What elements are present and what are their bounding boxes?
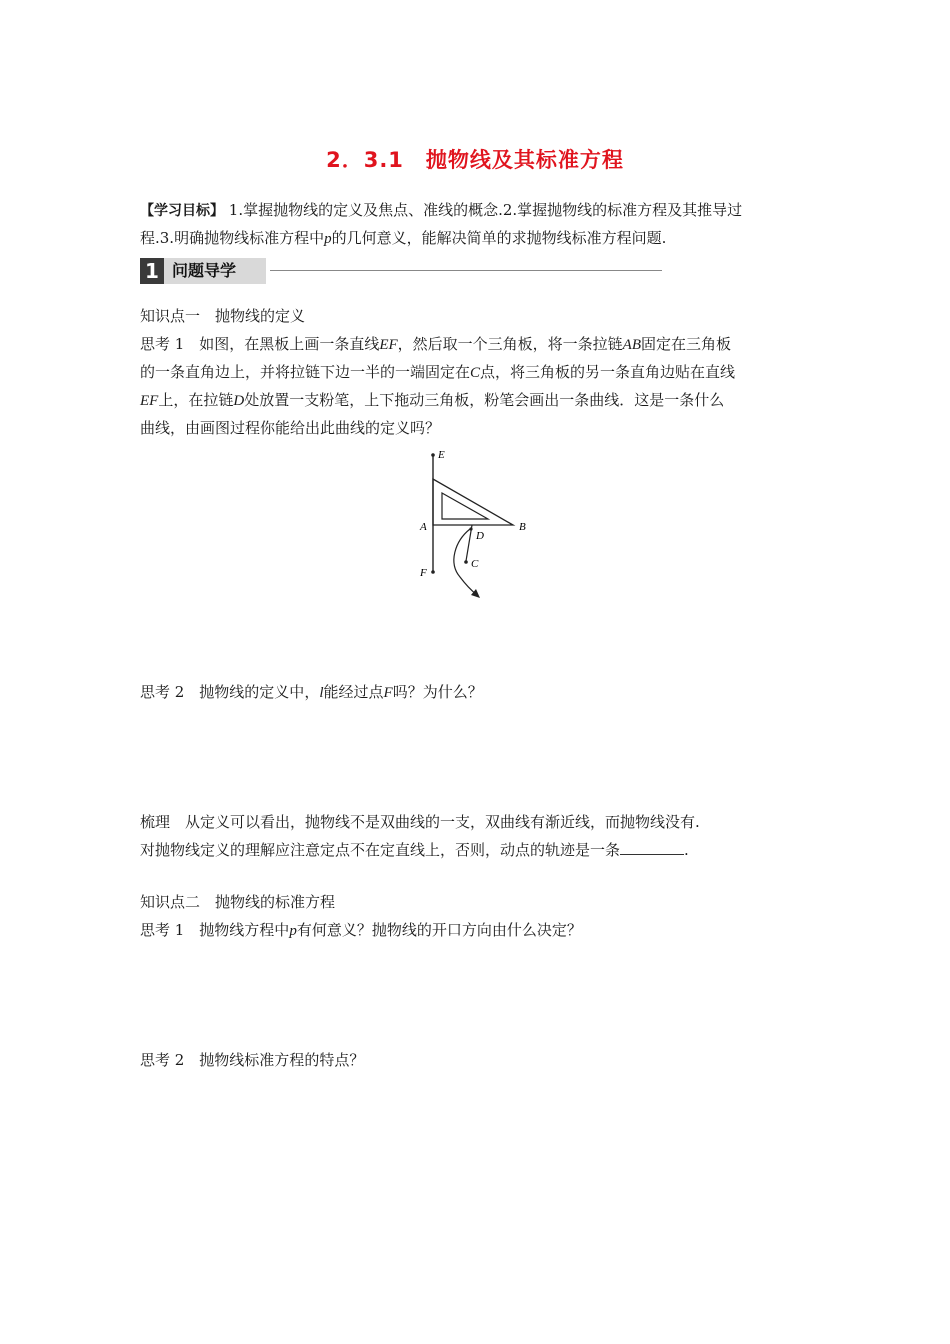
kp1-think1-line4: 曲线，由画图过程你能给出此曲线的定义吗？	[140, 419, 441, 437]
label-a: A	[420, 521, 427, 533]
learning-goals-label: 【学习目标】	[140, 203, 224, 219]
point-f	[431, 570, 435, 574]
kp1-think1-line2: 的一条直角边上，并将拉链下边一半的一端固定在C点，将三角板的另一条直角边贴在直线	[140, 363, 736, 381]
point-c	[464, 560, 468, 564]
label-e: E	[438, 449, 445, 461]
learning-goals	[140, 196, 742, 225]
kp2-think1: 思考 1 抛物线方程中p有何意义？抛物线的开口方向由什么决定？	[140, 921, 582, 939]
triangle-board-outer	[433, 479, 513, 525]
label-d: D	[476, 530, 484, 542]
parabola-drawing-figure	[400, 445, 540, 605]
page-title: 2．3.1 抛物线及其标准方程	[326, 148, 624, 172]
kp1-summary-line1: 梳理 从定义可以看出，抛物线不是双曲线的一支，双曲线有渐近线，而抛物线没有.	[140, 813, 700, 831]
kp1-think1-line3: EF上，在拉链D处放置一支粉笔，上下拖动三角板，粉笔会画出一条曲线．这是一条什么	[140, 391, 725, 409]
section-header	[140, 258, 525, 284]
learning-goals-line1: 1.掌握抛物线的定义及焦点、准线的概念.2.掌握抛物线的标准方程及其推导过	[228, 201, 743, 219]
section-divider	[270, 270, 662, 271]
learning-goals-line2: 程.3.明确抛物线标准方程中p的几何意义，能解决简单的求抛物线标准方程问题.	[140, 229, 667, 247]
section-label: 问题导学	[164, 258, 266, 284]
label-b: B	[519, 521, 526, 533]
kp1-summary-line2: 对抛物线定义的理解应注意定点不在定直线上，否则，动点的轨迹是一条 .	[140, 836, 689, 864]
point-e	[431, 453, 435, 457]
label-c: C	[471, 558, 479, 570]
kp1-think2: 思考 2 抛物线的定义中，l能经过点F吗？为什么？	[140, 683, 483, 701]
kp1-heading: 知识点一 抛物线的定义	[140, 307, 306, 325]
kp2-heading: 知识点二 抛物线的标准方程	[140, 893, 336, 911]
label-f: F	[420, 567, 427, 579]
kp1-think1-line1: 思考 1 如图，在黑板上画一条直线EF，然后取一个三角板，将一条拉链AB固定在三角板	[140, 335, 732, 353]
kp2-think2: 思考 2 抛物线标准方程的特点？	[140, 1051, 365, 1069]
section-number: 1	[140, 258, 164, 284]
answer-blank[interactable]	[620, 838, 684, 855]
